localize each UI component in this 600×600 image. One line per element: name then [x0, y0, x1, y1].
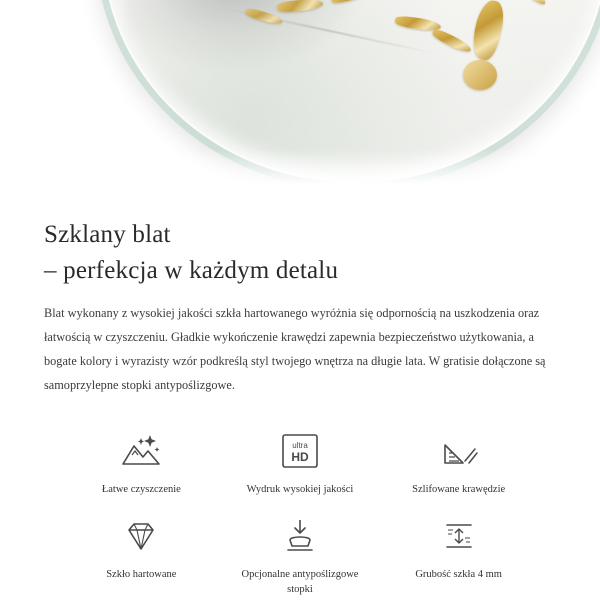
feature-label: Opcjonalne antypoślizgowe stopki [241, 569, 359, 596]
hero-image [0, 0, 600, 195]
polished-edge-icon [436, 428, 482, 474]
feature-item-tempered-glass [62, 513, 221, 597]
feature-item-glass-thickness [379, 513, 538, 597]
sparkle-mountain-icon [118, 428, 164, 474]
gold-accent [468, 0, 508, 62]
gold-accent [431, 27, 473, 54]
feature-item-antislip-feet [221, 513, 380, 597]
feature-item-easy-cleaning [62, 428, 221, 497]
feature-label: Szkło hartowane [106, 569, 177, 581]
gold-ring [463, 60, 497, 90]
content-area [0, 217, 600, 598]
anti-slip-foot-icon [277, 513, 323, 559]
feature-label: Grubość szkła 4 mm [415, 569, 502, 581]
diamond-icon [118, 513, 164, 559]
feature-label: Łatwe czyszczenie [101, 483, 181, 495]
feature-label: Wydruk wysokiej jakości [246, 483, 354, 495]
headline-line-2: – perfekcja w każdym detalu [44, 256, 339, 284]
gold-accent [516, 0, 548, 7]
feature-item-polished-edges [379, 428, 538, 497]
svg-text:HD: HD [291, 449, 309, 464]
description-paragraph: Blat wykonany z wysokiej jakości szkła hartowanego wyróżnia się odpornością na uszkodzenia oraz łatwością w czyszczeniu. Gładkie wykończenie krawędzi zapewnia bezpieczeństwo użytkowania, a bogate kolory i wyrazisty wzór podkreślą styl twojego wnętrza na długie lata. W gratisie dołączone są samoprzylepne stopki antypoślizgowe. [44, 306, 546, 392]
svg-text:ultra: ultra [292, 440, 308, 450]
feature-label: Szlifowane krawędzie [412, 483, 506, 495]
glass-plate-graphic [95, 0, 600, 190]
feature-item-print-quality [221, 428, 380, 497]
ultra-hd-icon [277, 428, 323, 474]
thickness-measure-icon [436, 513, 482, 559]
page-title [44, 217, 556, 288]
feature-grid [44, 428, 556, 598]
headline-line-1: Szklany blat [44, 221, 171, 248]
